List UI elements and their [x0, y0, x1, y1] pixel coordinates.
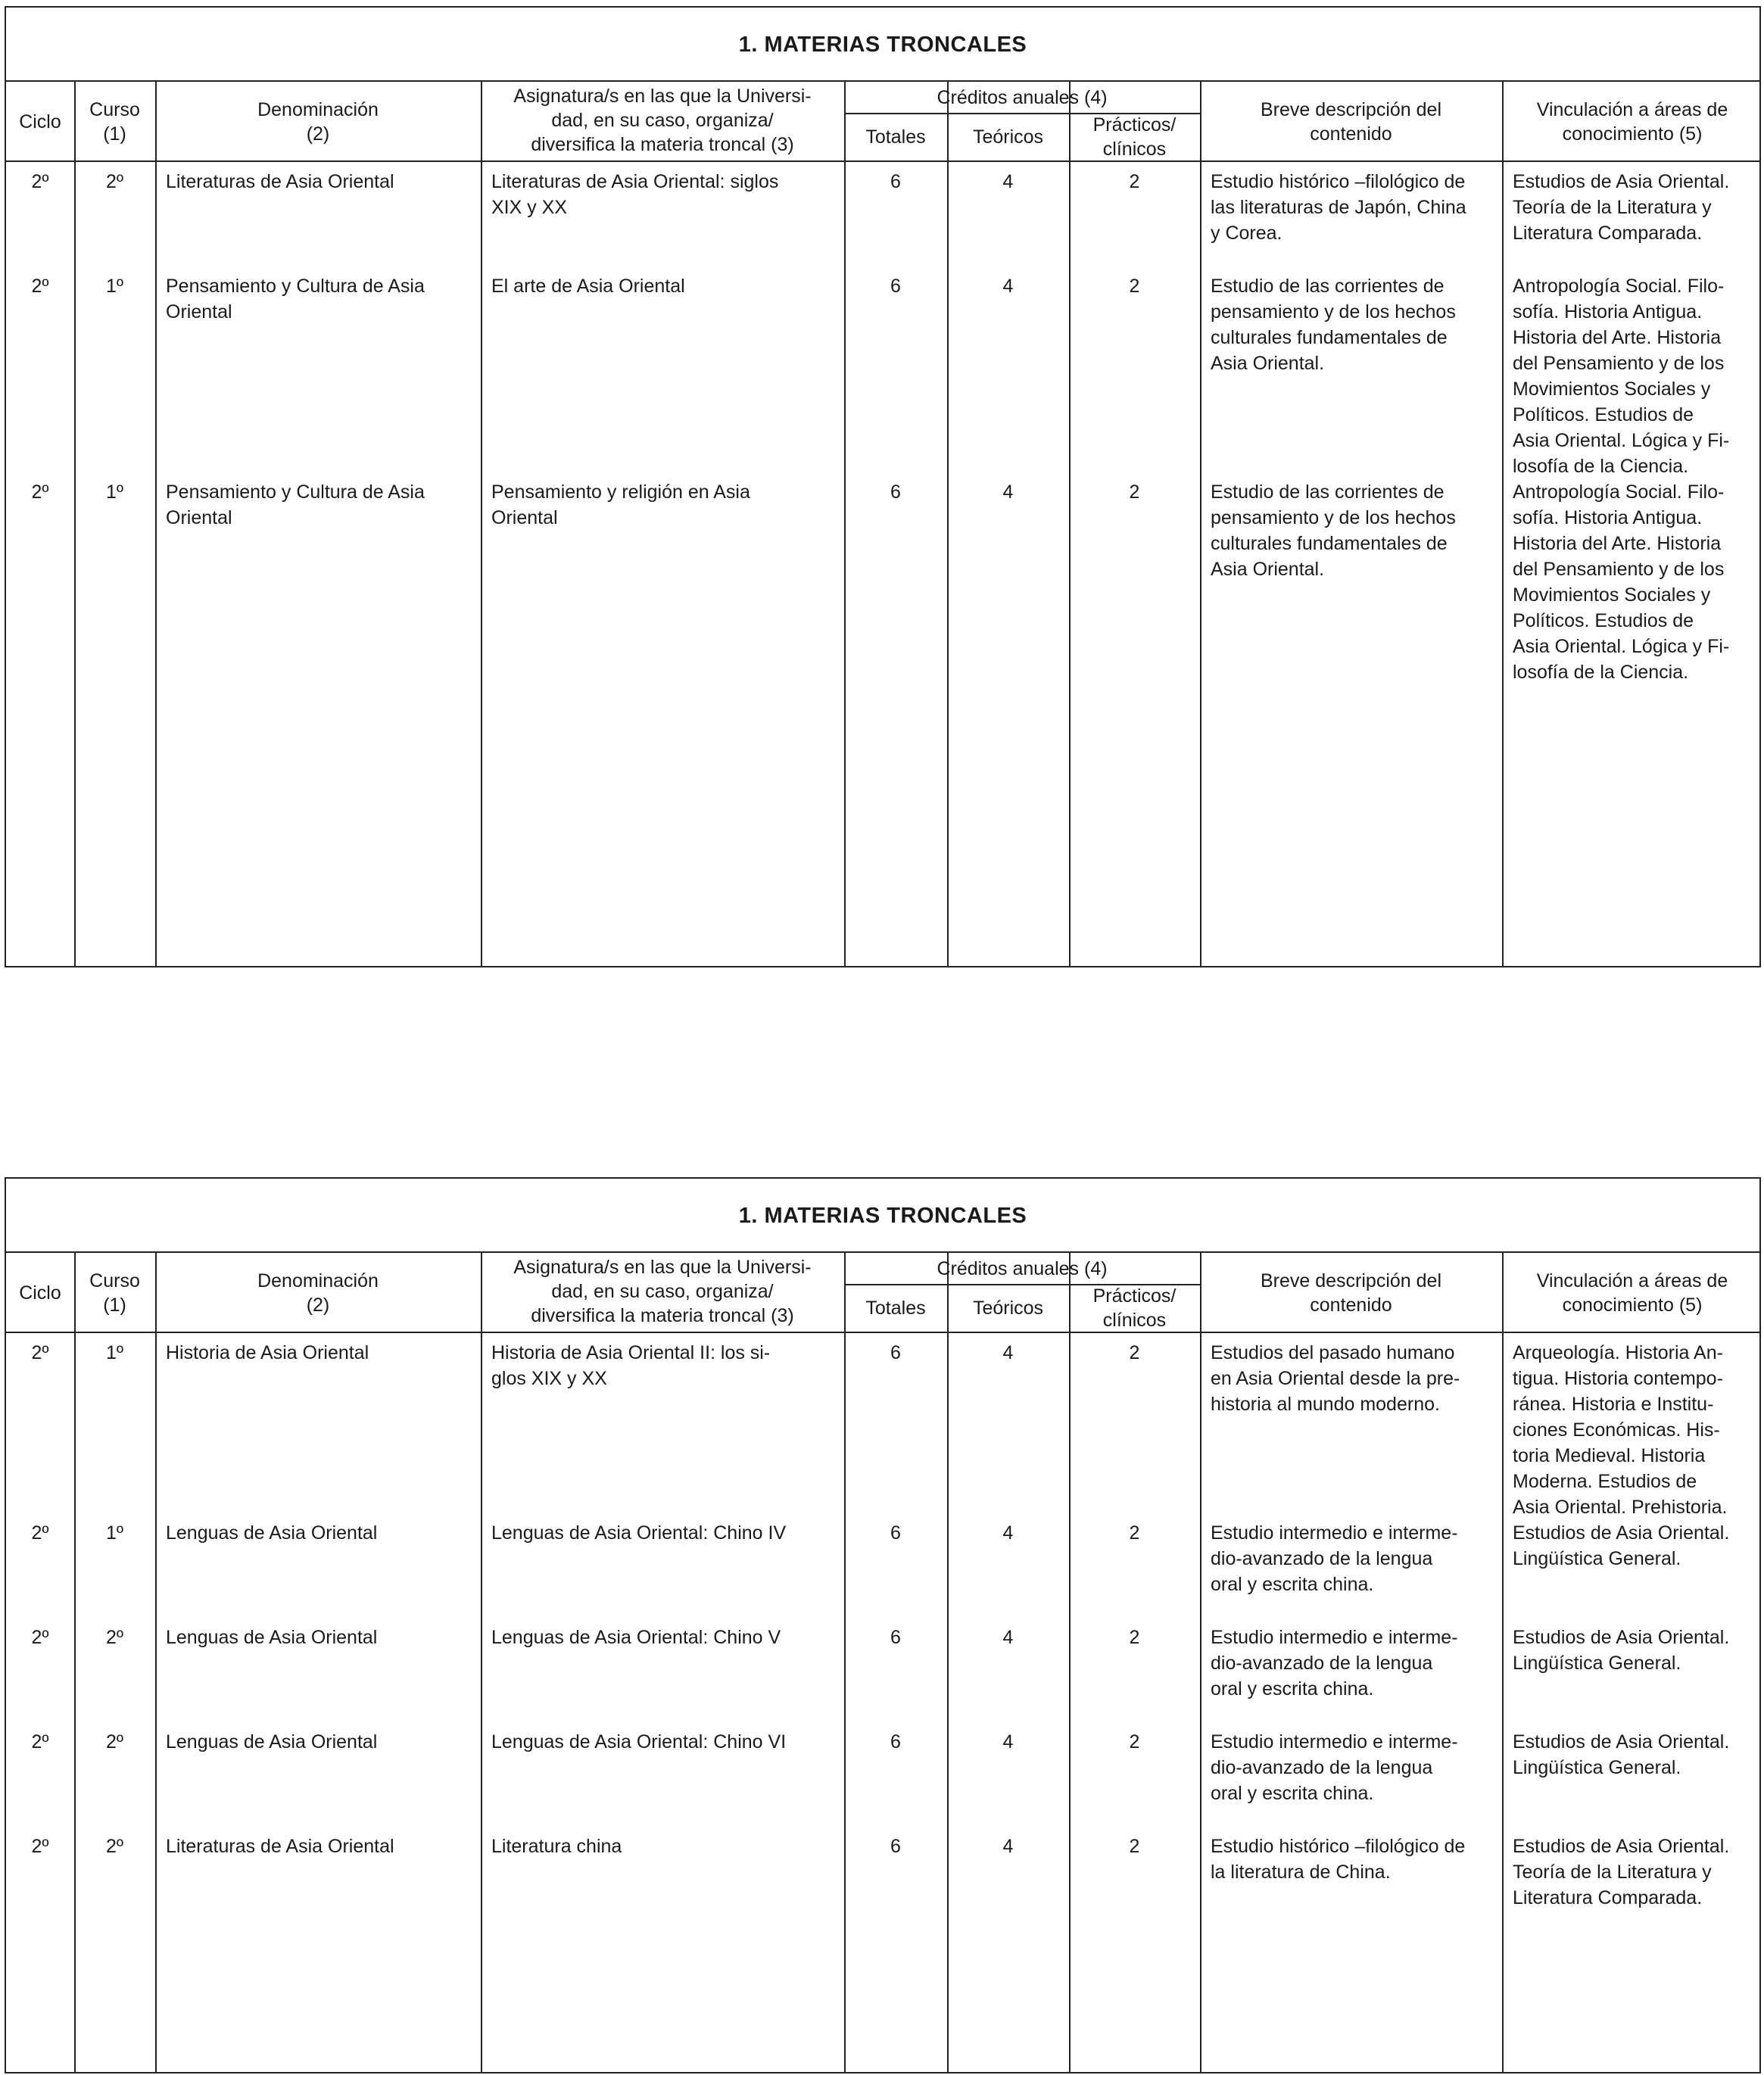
cell-vinculacion: Estudios de Asia Oriental. Teoría de la Literatura y Literatura Comparada.: [1513, 171, 1730, 244]
cell-curso: 2º: [105, 1836, 124, 1857]
cell-descripcion: Estudio de las corrientes de pensamiento y de los hechos culturales fundamentales de Asia Oriental.: [1211, 481, 1456, 580]
cell-totales: 6: [890, 481, 901, 503]
cell-denominacion: Literaturas de Asia Oriental: [166, 171, 394, 192]
row-rule: [6, 1332, 1759, 1333]
header-teoricos: Teóricos: [972, 1298, 1044, 1319]
cell-practicos: 2: [1129, 1731, 1140, 1753]
cell-curso: 1º: [105, 481, 124, 503]
cell-asignatura: Literatura china: [491, 1836, 622, 1857]
cell-denominacion: Historia de Asia Oriental: [166, 1342, 369, 1363]
header-totales: Totales: [865, 1298, 926, 1319]
cell-curso: 2º: [105, 1731, 124, 1753]
column-rule: [1069, 1253, 1071, 2072]
cell-curso: 2º: [105, 1627, 124, 1648]
table-title: 1. MATERIAS TRONCALES: [6, 1179, 1759, 1253]
cell-denominacion: Pensamiento y Cultura de Asia Oriental: [166, 481, 425, 528]
cell-asignatura: Lenguas de Asia Oriental: Chino IV: [491, 1522, 787, 1544]
header-asignatura: Asignatura/s en las que la Universi- dad, en su caso, organiza/ diversifica la materia troncal (3): [513, 86, 812, 155]
column-rule: [947, 1253, 949, 2072]
cell-vinculacion: Antropología Social. Filo- sofía. Historia Antigua. Historia del Arte. Historia del Pensamiento y de los Movimientos Sociales y Políticos. Estudios de Asia Oriental. Lógica y Fi- losofía de la Ciencia.: [1513, 481, 1730, 683]
cell-curso: 1º: [105, 1342, 124, 1363]
cell-vinculacion: Estudios de Asia Oriental. Teoría de la Literatura y Literatura Comparada.: [1513, 1836, 1730, 1908]
materias-troncales-table-1: [5, 6, 1761, 967]
cell-vinculacion: Arqueología. Historia An- tigua. Historia contempo- ránea. Historia e Institu- ciones Económicas. His- toria Medieval. Historia Moderna. Estudios de Asia Oriental. Prehistoria.: [1513, 1342, 1728, 1518]
materias-troncales-table-2: [5, 1177, 1761, 2073]
cell-asignatura: El arte de Asia Oriental: [491, 276, 685, 297]
cell-vinculacion: Estudios de Asia Oriental. Lingüística General.: [1513, 1522, 1730, 1569]
cell-denominacion: Lenguas de Asia Oriental: [166, 1522, 378, 1544]
cell-totales: 6: [890, 1731, 901, 1753]
column-rule: [844, 82, 846, 966]
cell-ciclo: 2º: [31, 1342, 49, 1363]
column-rule: [947, 82, 949, 966]
cell-curso: 2º: [105, 171, 124, 192]
cell-ciclo: 2º: [31, 1836, 49, 1857]
column-rule: [74, 82, 76, 966]
column-rule: [1069, 82, 1071, 966]
cell-descripcion: Estudio intermedio e interme- dio-avanzado de la lengua oral y escrita china.: [1211, 1731, 1458, 1804]
cell-teoricos: 4: [1002, 1731, 1014, 1753]
cell-descripcion: Estudio intermedio e interme- dio-avanzado de la lengua oral y escrita china.: [1211, 1627, 1458, 1700]
cell-teoricos: 4: [1002, 276, 1014, 297]
header-descripcion: Breve descripción del contenido: [1260, 1270, 1441, 1316]
cell-asignatura: Lenguas de Asia Oriental: Chino VI: [491, 1731, 787, 1753]
cell-practicos: 2: [1129, 481, 1140, 503]
header-teoricos: Teóricos: [972, 126, 1044, 148]
cell-totales: 6: [890, 1836, 901, 1857]
header-totales: Totales: [865, 126, 926, 148]
column-rule: [74, 1253, 76, 2072]
header-denominacion: Denominación (2): [257, 99, 379, 145]
cell-teoricos: 4: [1002, 171, 1014, 192]
cell-curso: 1º: [105, 276, 124, 297]
cell-teoricos: 4: [1002, 1342, 1014, 1363]
cell-practicos: 2: [1129, 1522, 1140, 1544]
cell-practicos: 2: [1129, 171, 1140, 192]
header-vinculacion: Vinculación a áreas de conocimiento (5): [1536, 99, 1728, 145]
header-ciclo: Ciclo: [19, 111, 61, 132]
header-denominacion: Denominación (2): [257, 1270, 379, 1316]
cell-teoricos: 4: [1002, 1522, 1014, 1544]
cell-asignatura: Lenguas de Asia Oriental: Chino V: [491, 1627, 781, 1648]
cell-totales: 6: [890, 1627, 901, 1648]
header-ciclo: Ciclo: [19, 1282, 61, 1304]
cell-denominacion: Lenguas de Asia Oriental: [166, 1731, 378, 1753]
header-creditos: Créditos anuales (4): [937, 87, 1108, 108]
cell-totales: 6: [890, 1342, 901, 1363]
cell-totales: 6: [890, 1522, 901, 1544]
cell-practicos: 2: [1129, 1342, 1140, 1363]
cell-vinculacion: Estudios de Asia Oriental. Lingüística General.: [1513, 1627, 1730, 1674]
cell-asignatura: Literaturas de Asia Oriental: siglos XIX y XX: [491, 171, 779, 218]
header-asignatura: Asignatura/s en las que la Universi- dad, en su caso, organiza/ diversifica la materia troncal (3): [513, 1257, 812, 1326]
cell-descripcion: Estudio histórico –filológico de la literatura de China.: [1211, 1836, 1466, 1883]
cell-ciclo: 2º: [31, 481, 49, 503]
cell-practicos: 2: [1129, 1627, 1140, 1648]
cell-ciclo: 2º: [31, 171, 49, 192]
header-creditos: Créditos anuales (4): [937, 1258, 1108, 1279]
cell-descripcion: Estudio de las corrientes de pensamiento y de los hechos culturales fundamentales de Asia Oriental.: [1211, 276, 1456, 374]
cell-practicos: 2: [1129, 1836, 1140, 1857]
cell-teoricos: 4: [1002, 1836, 1014, 1857]
header-vinculacion: Vinculación a áreas de conocimiento (5): [1536, 1270, 1728, 1316]
cell-ciclo: 2º: [31, 1522, 49, 1544]
header-curso: Curso (1): [89, 99, 140, 145]
cell-vinculacion: Estudios de Asia Oriental. Lingüística General.: [1513, 1731, 1730, 1778]
column-rule: [155, 1253, 157, 2072]
cell-totales: 6: [890, 171, 901, 192]
cell-denominacion: Literaturas de Asia Oriental: [166, 1836, 394, 1857]
header-descripcion: Breve descripción del contenido: [1260, 99, 1441, 145]
cell-denominacion: Lenguas de Asia Oriental: [166, 1627, 378, 1648]
cell-descripcion: Estudio intermedio e interme- dio-avanzado de la lengua oral y escrita china.: [1211, 1522, 1458, 1595]
header-curso: Curso (1): [89, 1270, 140, 1316]
table-title: 1. MATERIAS TRONCALES: [6, 8, 1759, 82]
cell-denominacion: Pensamiento y Cultura de Asia Oriental: [166, 276, 425, 322]
header-practicos: Prácticos/ clínicos: [1092, 114, 1177, 160]
header-practicos: Prácticos/ clínicos: [1092, 1285, 1177, 1331]
row-rule: [6, 160, 1759, 162]
cell-practicos: 2: [1129, 276, 1140, 297]
cell-asignatura: Pensamiento y religión en Asia Oriental: [491, 481, 750, 528]
cell-vinculacion: Antropología Social. Filo- sofía. Historia Antigua. Historia del Arte. Historia del Pensamiento y de los Movimientos Sociales y Políticos. Estudios de Asia Oriental. Lógica y Fi- losofía de la Ciencia.: [1513, 276, 1730, 477]
cell-totales: 6: [890, 276, 901, 297]
cell-ciclo: 2º: [31, 1627, 49, 1648]
cell-descripcion: Estudios del pasado humano en Asia Oriental desde la pre- historia al mundo moderno.: [1211, 1342, 1460, 1415]
cell-teoricos: 4: [1002, 481, 1014, 503]
cell-asignatura: Historia de Asia Oriental II: los si- glos XIX y XX: [491, 1342, 771, 1389]
cell-curso: 1º: [105, 1522, 124, 1544]
cell-ciclo: 2º: [31, 276, 49, 297]
cell-ciclo: 2º: [31, 1731, 49, 1753]
cell-teoricos: 4: [1002, 1627, 1014, 1648]
cell-descripcion: Estudio histórico –filológico de las literaturas de Japón, China y Corea.: [1211, 171, 1466, 244]
column-rule: [844, 1253, 846, 2072]
